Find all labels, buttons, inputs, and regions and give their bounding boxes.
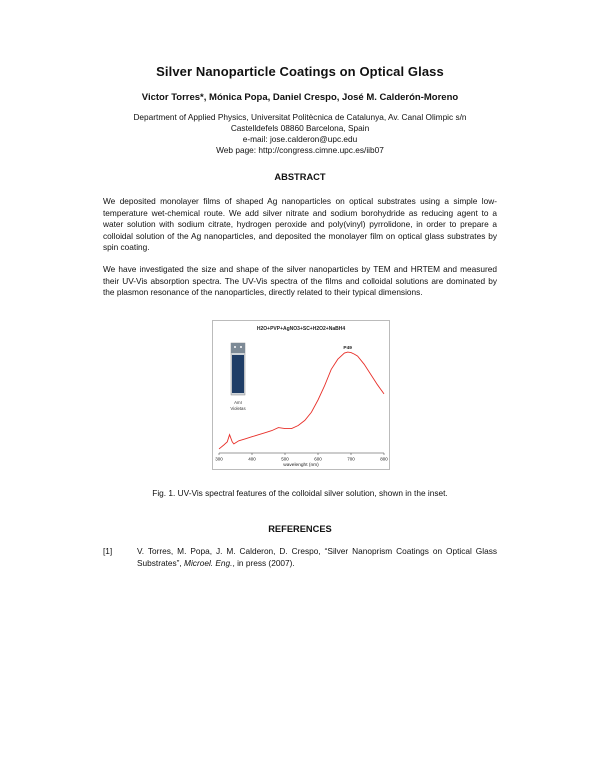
reference-number: [1] [103, 546, 113, 556]
inset-label: AmI [234, 400, 242, 405]
vial-cap [231, 343, 245, 353]
vial-inset [230, 343, 245, 411]
peak-label: P49 [343, 346, 352, 352]
affiliation-line: Department of Applied Physics, Universitat Politècnica de Catalunya, Av. Canal Olimpic s/n [133, 112, 467, 122]
reference-status: , in press (2007). [232, 557, 295, 568]
inset-label: Violetas [230, 406, 246, 411]
references-heading: REFERENCES [268, 524, 332, 534]
author-list: Victor Torres*, Mónica Popa, Daniel Crespo, José M. Calderón-Moreno [141, 92, 459, 103]
reference-text [137, 546, 497, 569]
x-tick-label: 600 [314, 456, 322, 462]
x-tick-label: 400 [248, 456, 256, 462]
email-line: e-mail: jose.calderon@upc.edu [242, 134, 358, 144]
webpage-line: Web page: http://congress.cimne.upc.es/iib07 [216, 145, 384, 155]
affiliation-line: Castelldefels 08860 Barcelona, Spain [230, 123, 370, 133]
figure-1 [212, 320, 390, 470]
x-tick-label: 500 [281, 456, 289, 462]
abstract-paragraph-2: We have investigated the size and shape of the silver nanoparticles by TEM and HRTEM and measured their UV-Vis absorption spectra. The UV-Vis spectra of the films and colloidal solutions are dominated by the plasmon resonance of the nanoparticles, directly related to their typical dimensions. [103, 264, 497, 298]
figure-caption: Fig. 1. UV-Vis spectral features of the colloidal silver solution, shown in the inset. [152, 488, 448, 498]
x-axis-label: wavelenght (nm) [283, 463, 319, 468]
x-tick-label: 700 [347, 456, 355, 462]
uv-vis-chart [213, 321, 389, 469]
x-tick-label: 800 [380, 456, 388, 462]
vial-liquid [232, 355, 244, 393]
paper-title: Silver Nanoparticle Coatings on Optical Glass [156, 64, 444, 79]
reference-journal: Microel. Eng. [184, 557, 233, 568]
affiliation-block [0, 112, 600, 156]
abstract-paragraph-1: We deposited monolayer films of shaped Ag nanoparticles on optical substrates using a simple low-temperature wet-chemical route. We add silver nitrate and sodium borohydride as reducing agent to a water solution with sodium citrate, hydrogen peroxide and poly(vinyl) pyrrolidone, in order to prepare a colloidal solution of the Ag nanoparticles, and deposited the monolayer film on optical glass substrates by spin coating. [103, 196, 497, 253]
x-axis-ticks [215, 453, 388, 462]
reference-authors-title: V. Torres, M. Popa, J. M. Calderon, D. Crespo, “Silver Nanoprism Coatings on Optical Glass Substrates”, [137, 546, 497, 568]
abstract-heading: ABSTRACT [274, 172, 326, 182]
chart-title: H2O+PVP+AgNO3+SC+H2O2+NaBH4 [256, 326, 346, 332]
x-tick-label: 300 [215, 456, 223, 462]
